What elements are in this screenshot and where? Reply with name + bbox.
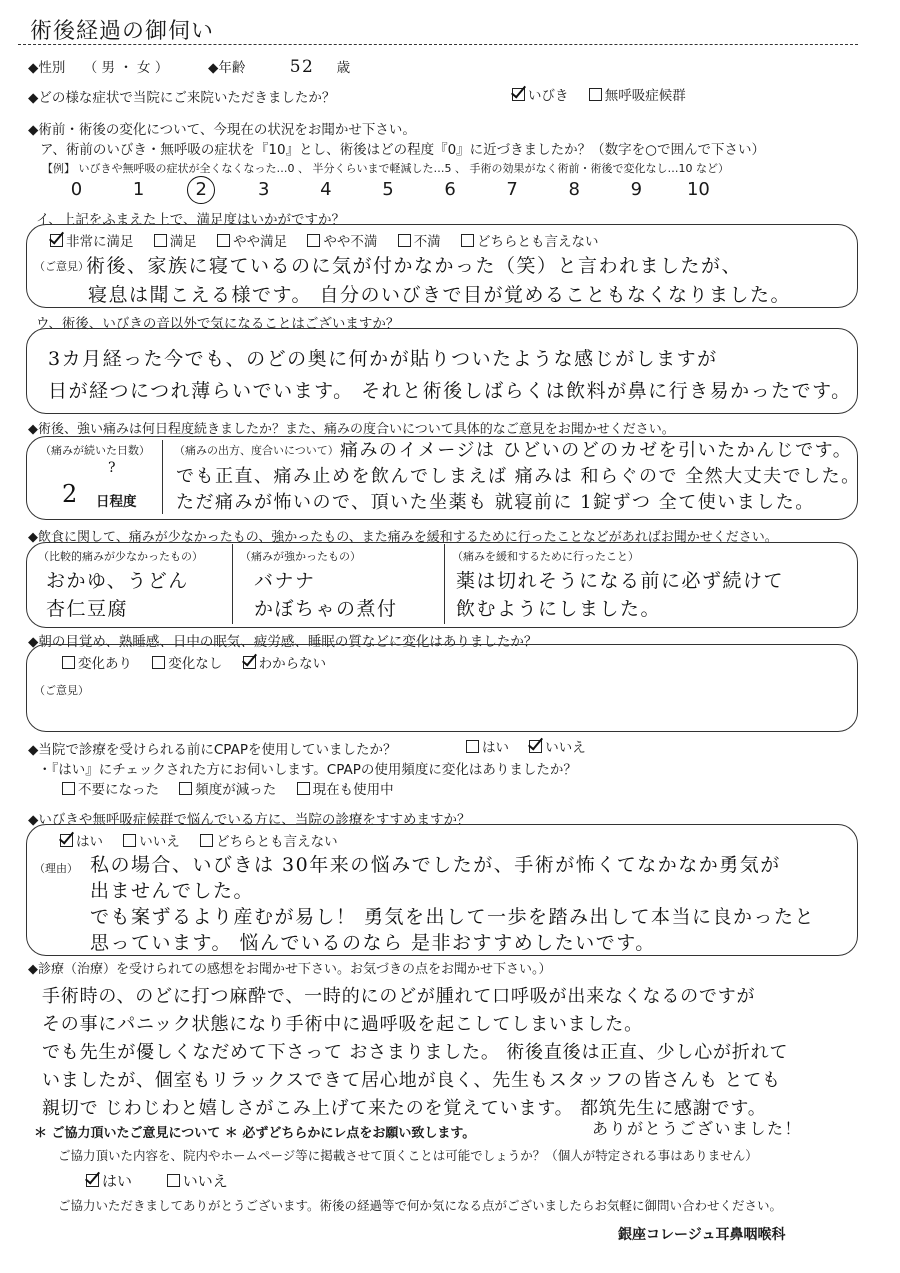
recommend-answer-line[interactable]: 思っています。 悩んでいるのなら 是非おすすめしたいです。 xyxy=(90,932,656,954)
pain-days-value[interactable]: 2 xyxy=(62,480,79,508)
option-recommend-neutral[interactable]: どちらとも言えない xyxy=(200,830,338,850)
option-neutral[interactable]: どちらとも言えない xyxy=(461,230,599,250)
satisfaction-question: イ、上記をふまえた上で、満足度はいかがですか？ xyxy=(36,212,346,228)
food-question: ◆飲食に関して、痛みが少なかったもの、強かったもの、また痛みを緩和するために行ったことなどがあればお聞かせください。 xyxy=(28,530,778,545)
food-col3-label: （痛みを緩和するために行ったこと） xyxy=(452,550,639,563)
pain-degree-label: （痛みの出方、度合いについて） xyxy=(174,444,339,457)
recommend-answer-line[interactable]: でも案ずるより産むが易し！ 勇気を出して一歩を踏み出して本当に良かったと xyxy=(90,906,816,928)
symptom-question: ◆どの様な症状で当院にご来院いただきましたか？ xyxy=(28,90,336,106)
change-sub-question: ア、術前のいびき・無呼吸の症状を『10』とし、術後はどの程度『0』に近づきましたか？（数字を○で囲んで下さい） xyxy=(40,142,765,158)
cpap-question: ◆当院で診療を受けられる前にCPAPを使用していましたか？ xyxy=(28,742,397,758)
checkbox-checked-icon xyxy=(243,656,256,669)
option-recommend-no[interactable]: いいえ xyxy=(123,830,180,850)
option-no-longer-needed[interactable]: 不要になった xyxy=(62,778,159,798)
food-col3-line[interactable]: 薬は切れそうになる前に必ず続けて xyxy=(456,570,785,592)
checkbox-icon xyxy=(62,656,75,669)
reason-label: （理由） xyxy=(34,862,78,875)
age-value[interactable]: 52 xyxy=(289,57,315,77)
impression-answer-line[interactable]: 親切で じわじわと嬉しさがこみ上げて来たのを覚えています。 都筑先生に感謝です。 xyxy=(42,1098,767,1119)
checkbox-icon xyxy=(589,88,602,101)
option-dont-know[interactable]: わからない xyxy=(243,652,327,672)
option-no-change[interactable]: 変化なし xyxy=(152,652,222,672)
scale-7[interactable]: 7 xyxy=(506,179,518,200)
pain-answer-line[interactable]: でも正直、痛み止めを飲んでしまえば 痛みは 和らぐので 全然大丈夫でした。 xyxy=(176,466,861,487)
age-unit: 歳 xyxy=(336,60,351,76)
recommend-question: ◆いびきや無呼吸症候群で悩んでいる方に、当院の診療をすすめますか？ xyxy=(28,812,471,828)
morning-opinion-label: （ご意見） xyxy=(34,684,89,697)
improvement-scale xyxy=(48,176,727,204)
recommend-options xyxy=(60,830,354,850)
publish-options xyxy=(86,1170,244,1191)
food-col1-line[interactable]: 杏仁豆腐 xyxy=(46,598,129,620)
option-less-frequent[interactable]: 頻度が減った xyxy=(179,778,276,798)
impression-answer-line[interactable]: でも先生が優しくなだめて下さって おさまりました。 術後直後は正直、少し心が折れて xyxy=(42,1042,789,1063)
pain-answer-line[interactable]: 痛みのイメージは ひどいのどのカゼを引いたかんじです。 xyxy=(340,440,853,461)
other-answer-line[interactable]: 3カ月経った今でも、のどの奥に何かが貼りついたような感じがしますが xyxy=(48,348,718,370)
checkbox-icon xyxy=(167,1174,180,1187)
checkbox-checked-icon xyxy=(529,740,542,753)
recommend-answer-line[interactable]: 私の場合、いびきは 30年来の悩みでしたが、手術が怖くてなかなか勇気が xyxy=(90,854,781,876)
pain-days-mark: ? xyxy=(108,460,118,476)
scale-6[interactable]: 6 xyxy=(444,179,456,200)
other-question: ウ、術後、いびきの音以外で気になることはございますか？ xyxy=(36,316,400,332)
option-snoring[interactable]: いびき xyxy=(512,84,569,104)
pain-answer-line[interactable]: ただ痛みが怖いので、頂いた坐薬も 就寝前に 1錠ずつ 全て使いました。 xyxy=(176,492,815,513)
cpap-sub-question: ・『はい』にチェックされた方にお伺いします。CPAPの使用頻度に変化はありましたか？ xyxy=(38,762,577,778)
food-col2-line[interactable]: バナナ xyxy=(254,570,316,592)
cpap-sub-options xyxy=(62,778,410,798)
gender-row xyxy=(28,56,168,76)
change-example: 【例】 いびきや無呼吸の症状が全くなくなった…0 、 半分くらいまで軽減した…5 、 手術の効果がなく術前・術後で変化なし…10 など） xyxy=(42,162,729,175)
scale-4[interactable]: 4 xyxy=(320,179,332,200)
option-somewhat-unsatisfied[interactable]: やや不満 xyxy=(307,230,377,250)
option-somewhat-satisfied[interactable]: やや満足 xyxy=(217,230,287,250)
checkbox-icon xyxy=(123,834,136,847)
checkbox-checked-icon xyxy=(60,834,73,847)
publish-question: ご協力頂いた内容を、院内やホームページ等に掲載させて頂くことは可能でしょうか？（個人が特定される事はありません） xyxy=(58,1148,758,1163)
satisfaction-answer-line[interactable]: 寝息は聞こえる様です。 自分のいびきで目が覚めることもなくなりました。 xyxy=(88,284,792,306)
cpap-options xyxy=(466,736,602,756)
food-col2-line[interactable]: かぼちゃの煮付 xyxy=(254,598,398,620)
other-answer-line[interactable]: 日が経つにつれ薄らいでいます。 それと術後しばらくは飲料が鼻に行き易かったです。 xyxy=(48,380,852,402)
option-apnea[interactable]: 無呼吸症候群 xyxy=(589,84,686,104)
option-publish-no[interactable]: いいえ xyxy=(167,1170,228,1191)
checkbox-icon xyxy=(217,234,230,247)
checkbox-icon xyxy=(154,234,167,247)
option-very-satisfied[interactable]: 非常に満足 xyxy=(50,230,134,250)
impression-answer-line[interactable]: その事にパニック状態になり手術中に過呼吸を起こしてしまいました。 xyxy=(42,1014,643,1035)
food-divider-1 xyxy=(232,544,233,624)
checkbox-icon xyxy=(307,234,320,247)
clinic-name: 銀座コレージュ耳鼻咽喉科 xyxy=(618,1227,786,1243)
scale-2-selected[interactable]: 2 xyxy=(187,176,215,204)
checkbox-icon xyxy=(466,740,479,753)
change-question: ◆術前・術後の変化について、今現在の状況をお聞かせ下さい。 xyxy=(28,122,416,138)
food-col2-label: （痛みが強かったもの） xyxy=(240,550,361,563)
checkbox-icon xyxy=(179,782,192,795)
checkbox-icon xyxy=(200,834,213,847)
option-cpap-yes[interactable]: はい xyxy=(466,736,509,756)
scale-3[interactable]: 3 xyxy=(258,179,270,200)
closing-message: ご協力いただきましてありがとうございます。術後の経過等で何か気になる点がございましたらお気軽に御問い合わせください。 xyxy=(58,1198,783,1213)
scale-5[interactable]: 5 xyxy=(382,179,394,200)
option-recommend-yes[interactable]: はい xyxy=(60,830,103,850)
checkbox-icon xyxy=(398,234,411,247)
morning-question: ◆朝の目覚め、熟睡感、日中の眠気、疲労感、睡眠の質などに変化はありましたか？ xyxy=(28,634,538,650)
title-divider xyxy=(18,44,858,45)
impression-answer-line[interactable]: 手術時の、のどに打つ麻酔で、一時的にのどが腫れて口呼吸が出来なくなるのですが xyxy=(42,986,756,1007)
impression-question: ◆診療（治療）を受けられての感想をお聞かせ下さい。お気づきの点をお聞かせ下さい。） xyxy=(28,962,552,977)
impression-answer-line[interactable]: いましたが、個室もリラックスできて居心地が良く、先生もスタッフの皆さんも とても xyxy=(42,1070,781,1091)
checkbox-icon xyxy=(461,234,474,247)
option-satisfied[interactable]: 満足 xyxy=(154,230,197,250)
morning-options xyxy=(62,652,342,672)
thanks-handwritten: ありがとうございました！ xyxy=(592,1119,803,1138)
opinion-label: （ご意見） xyxy=(34,260,89,273)
age-label: ◆年齢 xyxy=(208,60,246,76)
checkbox-icon xyxy=(152,656,165,669)
pain-question: ◆術後、強い痛みは何日程度続きましたか？また、痛みの度合いについて具体的なご意見をお聞かせください。 xyxy=(28,422,675,437)
pain-days-unit: 日程度 xyxy=(96,494,137,510)
recommend-answer-line[interactable]: 出ませんでした。 xyxy=(90,880,255,902)
option-changed[interactable]: 変化あり xyxy=(62,652,132,672)
scale-0[interactable]: 0 xyxy=(70,179,83,200)
checkbox-checked-icon xyxy=(50,234,63,247)
food-col3-line[interactable]: 飲むようにしました。 xyxy=(456,598,662,620)
food-col1-line[interactable]: おかゆ、うどん xyxy=(46,570,189,592)
pain-column-divider xyxy=(162,440,163,514)
page-title: 術後経過の御伺い xyxy=(30,19,215,44)
symptom-options xyxy=(512,84,702,104)
gender-value[interactable]: （ 男 ・ 女 ） xyxy=(83,60,169,76)
checkbox-checked-icon xyxy=(512,88,525,101)
satisfaction-options xyxy=(50,230,614,250)
checkbox-icon xyxy=(297,782,310,795)
option-unsatisfied[interactable]: 不満 xyxy=(398,230,441,250)
option-publish-yes[interactable]: はい xyxy=(86,1170,132,1191)
checkbox-icon xyxy=(62,782,75,795)
cooperation-title: ＊ ご協力頂いたご意見について ＊ 必ずどちらかにレ点をお願い致します。 xyxy=(34,1126,476,1141)
scale-9[interactable]: 9 xyxy=(630,179,643,200)
satisfaction-answer-line[interactable]: 術後、家族に寝ているのに気が付かなかった（笑）と言われましたが、 xyxy=(86,255,743,277)
food-divider-2 xyxy=(444,544,445,624)
scale-1[interactable]: 1 xyxy=(132,179,145,200)
pain-days-label: （痛みが続いた日数） xyxy=(40,444,150,457)
checkbox-checked-icon xyxy=(86,1174,99,1187)
option-still-using[interactable]: 現在も使用中 xyxy=(297,778,394,798)
gender-label: ◆性別 xyxy=(28,60,66,76)
scale-8[interactable]: 8 xyxy=(568,179,580,200)
option-cpap-no[interactable]: いいえ xyxy=(529,736,586,756)
scale-10[interactable]: 10 xyxy=(686,179,710,200)
food-col1-label: （比較的痛みが少なかったもの） xyxy=(38,550,203,563)
age-row xyxy=(208,56,350,77)
